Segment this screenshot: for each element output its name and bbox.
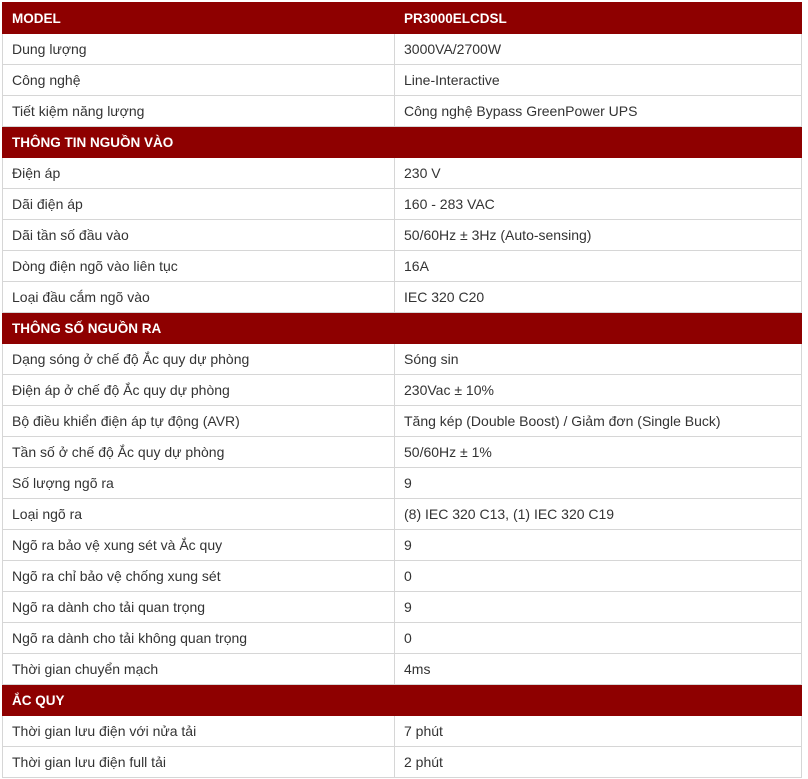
table-row — [3, 437, 802, 468]
table-row — [3, 592, 802, 623]
spec-value: 230Vac ± 10% — [395, 375, 802, 406]
spec-value: 0 — [395, 561, 802, 592]
model-header-row — [3, 3, 802, 34]
spec-value: 230 V — [395, 158, 802, 189]
spec-value: 3000VA/2700W — [395, 34, 802, 65]
spec-label: Dung lượng — [3, 34, 395, 65]
spec-label: Dòng điện ngõ vào liên tục — [3, 251, 395, 282]
spec-value: 9 — [395, 468, 802, 499]
spec-label: Loại đầu cắm ngõ vào — [3, 282, 395, 313]
spec-label: Điện áp — [3, 158, 395, 189]
spec-value: 160 - 283 VAC — [395, 189, 802, 220]
spec-label: Loại ngõ ra — [3, 499, 395, 530]
table-row — [3, 468, 802, 499]
spec-value: (8) IEC 320 C13, (1) IEC 320 C19 — [395, 499, 802, 530]
table-row — [3, 530, 802, 561]
spec-label: Công nghệ — [3, 65, 395, 96]
spec-value: 2 phút — [395, 747, 802, 778]
table-row — [3, 189, 802, 220]
spec-label: Thời gian lưu điện với nửa tải — [3, 716, 395, 747]
spec-label: Tiết kiệm năng lượng — [3, 96, 395, 127]
table-row — [3, 716, 802, 747]
battery-section-header-row — [3, 685, 802, 716]
spec-label: Thời gian lưu điện full tải — [3, 747, 395, 778]
spec-label: Dãi tần số đầu vào — [3, 220, 395, 251]
table-row — [3, 251, 802, 282]
spec-value: 50/60Hz ± 1% — [395, 437, 802, 468]
table-row — [3, 561, 802, 592]
spec-label: Tần số ở chế độ Ắc quy dự phòng — [3, 437, 395, 468]
table-row — [3, 375, 802, 406]
output-section-header-row — [3, 313, 802, 344]
table-row — [3, 220, 802, 251]
table-row — [3, 34, 802, 65]
spec-value: 16A — [395, 251, 802, 282]
output-section-title: THÔNG SỐ NGUỒN RA — [3, 313, 802, 344]
spec-value: Công nghệ Bypass GreenPower UPS — [395, 96, 802, 127]
table-row — [3, 623, 802, 654]
table-row — [3, 499, 802, 530]
spec-label: Thời gian chuyển mạch — [3, 654, 395, 685]
spec-value: 7 phút — [395, 716, 802, 747]
spec-value: Sóng sin — [395, 344, 802, 375]
table-row — [3, 282, 802, 313]
model-value: PR3000ELCDSL — [395, 3, 802, 34]
spec-label: Dạng sóng ở chế độ Ắc quy dự phòng — [3, 344, 395, 375]
table-row — [3, 65, 802, 96]
spec-label: Ngõ ra dành cho tải không quan trọng — [3, 623, 395, 654]
spec-value: 9 — [395, 530, 802, 561]
spec-label: Ngõ ra bảo vệ xung sét và Ắc quy — [3, 530, 395, 561]
spec-value: 4ms — [395, 654, 802, 685]
input-section-header-row — [3, 127, 802, 158]
spec-label: Ngõ ra dành cho tải quan trọng — [3, 592, 395, 623]
table-row — [3, 344, 802, 375]
spec-value: Line-Interactive — [395, 65, 802, 96]
spec-value: 9 — [395, 592, 802, 623]
spec-label: Số lượng ngõ ra — [3, 468, 395, 499]
spec-label: Điện áp ở chế độ Ắc quy dự phòng — [3, 375, 395, 406]
model-label: MODEL — [3, 3, 395, 34]
battery-section-title: ẮC QUY — [3, 685, 802, 716]
spec-label: Bộ điều khiển điện áp tự động (AVR) — [3, 406, 395, 437]
spec-value: 50/60Hz ± 3Hz (Auto-sensing) — [395, 220, 802, 251]
table-row — [3, 158, 802, 189]
spec-table — [2, 2, 802, 778]
input-section-title: THÔNG TIN NGUỒN VÀO — [3, 127, 802, 158]
spec-value: 0 — [395, 623, 802, 654]
spec-value: IEC 320 C20 — [395, 282, 802, 313]
spec-table-body — [3, 3, 802, 778]
table-row — [3, 406, 802, 437]
spec-label: Ngõ ra chỉ bảo vệ chống xung sét — [3, 561, 395, 592]
spec-label: Dãi điện áp — [3, 189, 395, 220]
table-row — [3, 747, 802, 778]
table-row — [3, 96, 802, 127]
table-row — [3, 654, 802, 685]
spec-value: Tăng kép (Double Boost) / Giảm đơn (Single Buck) — [395, 406, 802, 437]
